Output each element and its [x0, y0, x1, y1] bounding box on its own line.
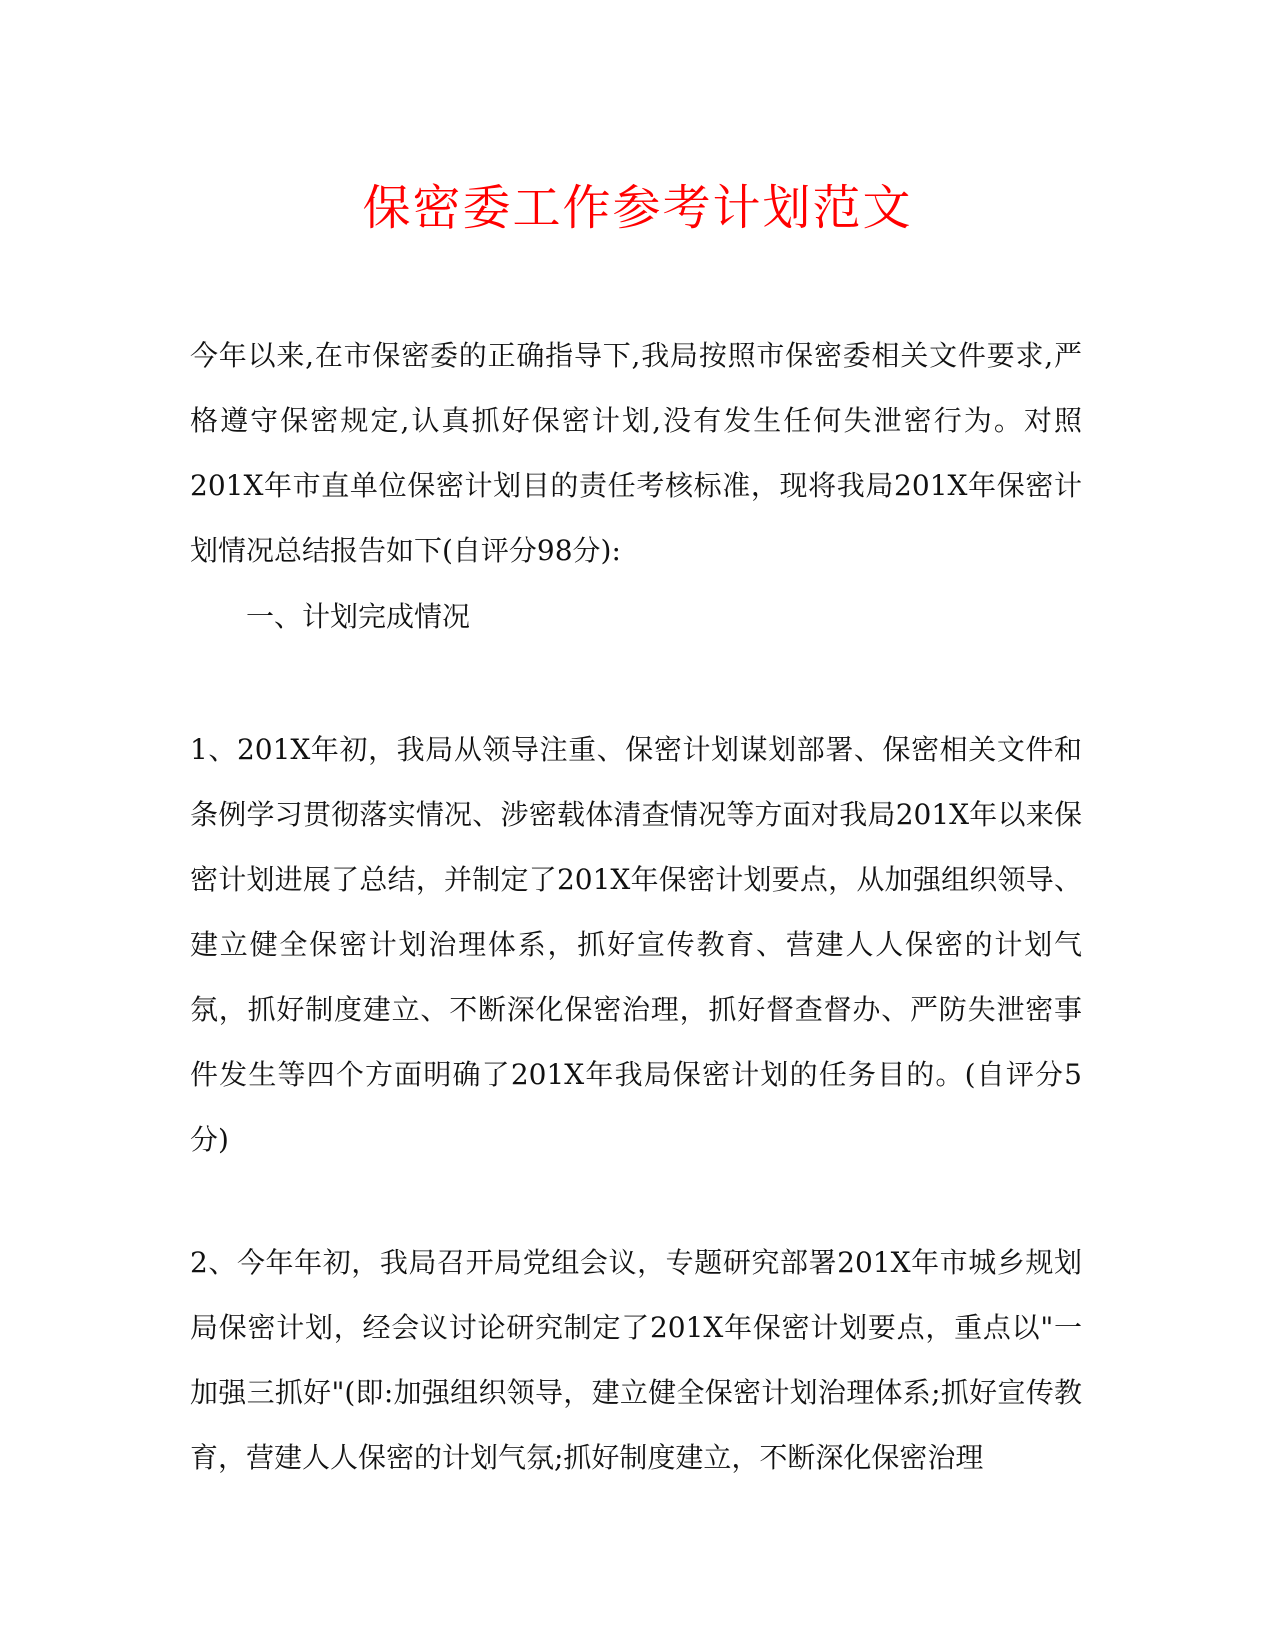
section-heading: 一、计划完成情况 [246, 600, 471, 633]
intro-paragraph: 今年以来,在市保密委的正确指导下,我局按照市保密委相关文件要求,严格遵守保密规定,认真抓好保密计划,没有发生任何失泄密行为。对照201X年市直单位保密计划目的责任考核标准，现将我局201X年保密计划情况总结报告如下(自评分98分): [190, 339, 1082, 567]
document-title: 保密委工作参考计划范文 [362, 180, 913, 236]
item-2-paragraph: 2、今年年初，我局召开局党组会议，专题研究部署201X年市城乡规划局保密计划，经会议讨论研究制定了201X年保密计划要点，重点以"一加强三抓好"(即:加强组织领导，建立健全保密计划治理体系;抓好宣传教育，营建人人保密的计划气氛;抓好制度建立，不断深化保密治理 [190, 1246, 1082, 1474]
item-1-paragraph: 1、201X年初，我局从领导注重、保密计划谋划部署、保密相关文件和条例学习贯彻落实情况、涉密载体清查情况等方面对我局201X年以来保密计划进展了总结，并制定了201X年保密计划要点，从加强组织领导、建立健全保密计划治理体系，抓好宣传教育、营建人人保密的计划气氛，抓好制度建立、不断深化保密治理，抓好督查督办、严防失泄密事件发生等四个方面明确了201X年我局保密计划的任务目的。(自评分5分) [190, 733, 1082, 1156]
